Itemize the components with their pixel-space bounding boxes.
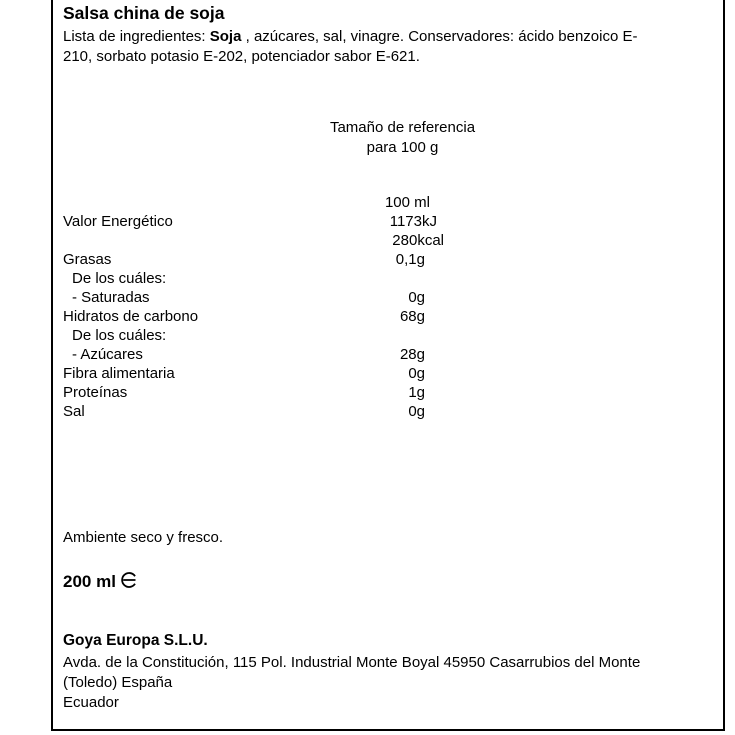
nutrition-row-value: 0g — [408, 289, 425, 306]
storage-instructions: Ambiente seco y fresco. — [63, 529, 224, 546]
nutrition-row-label: Hidratos de carbono — [63, 308, 199, 325]
nutrition-row-value: 0g — [408, 365, 425, 382]
reference-line-1: Tamaño de referencia — [329, 119, 476, 136]
nutrition-row-label: - Azúcares — [72, 346, 143, 363]
nutrition-row-label: Valor Energético — [63, 213, 173, 230]
net-quantity-value: 200 ml — [63, 572, 116, 591]
nutrition-row-label: Grasas — [63, 251, 112, 268]
nutrition-row-value: 68g — [399, 308, 425, 325]
nutrition-row-label: - Saturadas — [72, 289, 150, 306]
company-address: Avda. de la Constitución, 115 Pol. Industrial Monte Boyal 45950 Casarrubios del Monte (Toledo) España — [63, 654, 641, 691]
nutrition-unit-header: 100 ml — [384, 194, 430, 211]
nutrition-row-label: Fibra alimentaria — [63, 365, 175, 382]
nutrition-row-label: Sal — [63, 403, 85, 420]
country-of-origin: Ecuador — [63, 694, 119, 711]
nutrition-row-value: 1g — [408, 384, 425, 401]
nutrition-row-value: 28g — [399, 346, 425, 363]
product-title: Salsa china de soja — [63, 3, 225, 23]
reference-size — [300, 118, 505, 158]
nutrition-row-value: 0,1g — [395, 251, 425, 268]
estimated-sign-icon — [120, 571, 138, 594]
ingredients-list — [63, 27, 663, 67]
company-name: Goya Europa S.L.U. — [63, 632, 208, 649]
nutrition-row-value: 0g — [408, 403, 425, 420]
net-quantity — [63, 571, 138, 594]
reference-line-2: para 100 g — [366, 139, 439, 156]
ingredients-prefix: Lista de ingredientes: — [63, 28, 210, 45]
ingredients-rest: , azúcares, sal, vinagre. Conservadores: ácido benzoico E-210, sorbato potasio E-202, potenciador sabor E-621. — [63, 28, 638, 65]
nutrition-row-value: 280kcal — [392, 232, 444, 249]
nutrition-row-label: De los cuáles: — [72, 327, 167, 344]
nutrition-row-label: Proteínas — [63, 384, 128, 401]
nutrition-row-label: De los cuáles: — [72, 270, 167, 287]
ingredients-allergen: Soja — [209, 28, 242, 45]
nutrition-row-value: 1173kJ — [389, 213, 437, 230]
